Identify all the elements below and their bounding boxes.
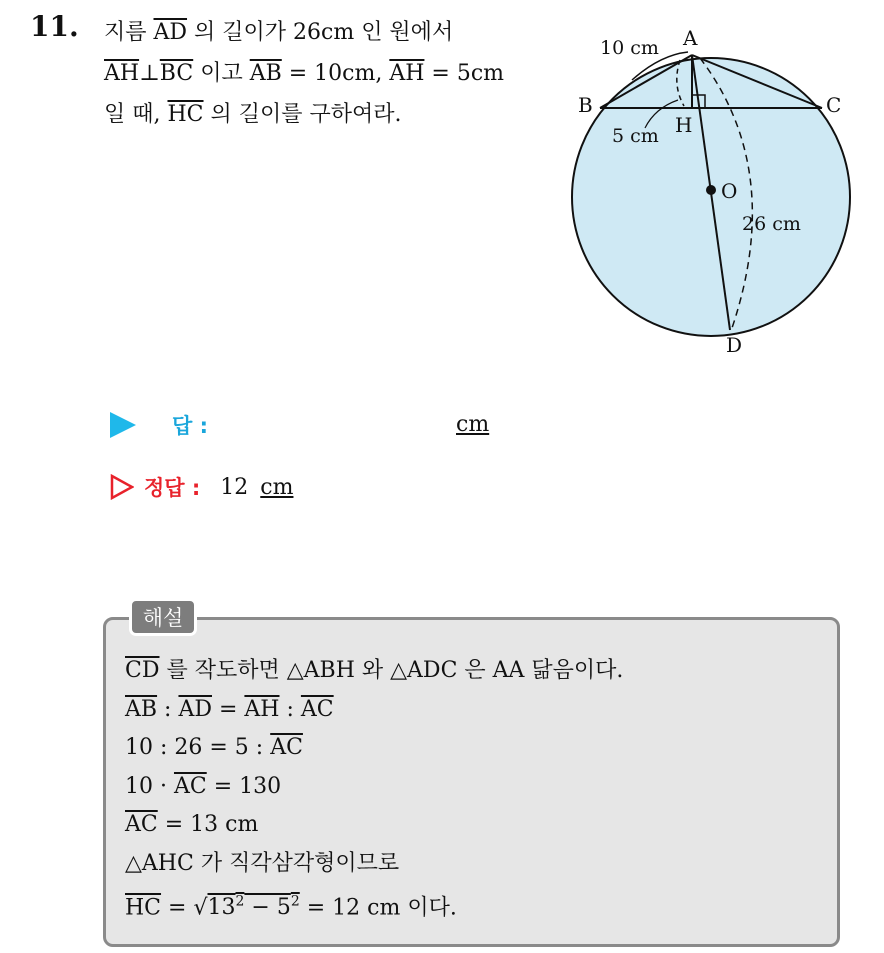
text: =	[161, 895, 194, 921]
text: = 10cm,	[281, 61, 390, 86]
segment-ah: $\overline{AH}$	[104, 61, 140, 86]
text: − 5	[244, 895, 291, 921]
text: 이고	[193, 61, 250, 86]
label-b: B	[578, 93, 593, 117]
answer-unit: cm	[456, 412, 490, 437]
text: = 12 cm 이다.	[299, 895, 457, 921]
text: 일 때,	[104, 102, 168, 127]
label-o: O	[721, 179, 738, 203]
segment-ab: $\overline{AB}$	[125, 696, 158, 722]
text: 10 ·	[125, 773, 174, 799]
label-26cm: 26 cm	[742, 213, 801, 235]
exponent: 2	[290, 894, 300, 910]
text: △AHC 가 직각삼각형이므로	[125, 850, 400, 876]
problem-line-3	[104, 94, 554, 135]
radicand	[207, 895, 299, 920]
label-d: D	[726, 333, 743, 357]
segment-ac: $\overline{AC}$	[300, 696, 334, 722]
segment-ah: $\overline{AH}$	[244, 696, 280, 722]
solution-tag: 해설	[129, 598, 197, 636]
problem-number: 11.	[30, 10, 79, 43]
problem-line-2	[104, 53, 554, 94]
segment-ab: $\overline{AB}$	[249, 61, 282, 86]
text: 의 길이가 26cm 인 원에서	[187, 20, 454, 45]
solution-line-5	[125, 806, 623, 845]
play-outline-icon	[110, 474, 134, 500]
answer-row	[110, 410, 208, 440]
text: :	[279, 696, 301, 722]
text: = 5cm	[424, 61, 505, 86]
perp-symbol: ⊥	[139, 61, 160, 86]
play-icon	[110, 412, 136, 438]
segment-ad: $\overline{AD}$	[178, 696, 212, 722]
segment-ac: $\overline{AC}$	[173, 773, 207, 799]
segment-ah: $\overline{AH}$	[389, 61, 425, 86]
solution-line-2	[125, 691, 623, 730]
text: = 13 cm	[157, 812, 259, 837]
segment-hc: $\overline{HC}$	[167, 102, 204, 127]
solution-line-4	[125, 768, 623, 807]
problem-text	[104, 12, 554, 135]
label-h: H	[675, 113, 693, 137]
segment-ad: $\overline{AD}$	[153, 20, 188, 45]
correct-unit: cm	[260, 474, 294, 500]
solution-line-7	[125, 883, 623, 928]
text: = 130	[206, 773, 282, 799]
text: 의 길이를 구하여라.	[203, 102, 402, 127]
solution-line-3	[125, 729, 623, 768]
circle-diagram	[560, 20, 870, 365]
text: :	[157, 696, 179, 722]
text: =	[212, 696, 245, 722]
segment-hc: $\overline{HC}$	[125, 895, 162, 921]
segment-cd: $\overline{CD}$	[125, 658, 160, 683]
segment-ac: $\overline{AC}$	[125, 812, 158, 837]
sqrt-expression: $√13^2 - 5^2$	[193, 894, 300, 921]
segment-ac: $\overline{AC}$	[270, 735, 303, 760]
label-a: A	[683, 26, 698, 50]
answer-label: 답 :	[172, 414, 208, 438]
label-5cm: 5 cm	[612, 125, 659, 147]
segment-bc: $\overline{BC}$	[159, 61, 194, 86]
text: 13	[207, 895, 236, 921]
correct-answer-row	[110, 472, 293, 502]
solution-line-6	[125, 845, 623, 884]
label-10cm: 10 cm	[600, 37, 659, 59]
text: 10 : 26 = 5 :	[125, 735, 271, 760]
label-c: C	[826, 93, 842, 117]
correct-value: 12	[220, 474, 249, 500]
exponent: 2	[235, 894, 245, 910]
text: 를 작도하면 △ABH 와 △ADC 은 AA 닮음이다.	[159, 658, 624, 683]
text: 지름	[104, 20, 154, 45]
solution-lines	[125, 652, 623, 928]
solution-line-1	[125, 652, 623, 691]
correct-label: 정답 :	[144, 476, 201, 500]
problem-line-1	[104, 12, 554, 53]
circle-figure	[560, 20, 870, 365]
center-point	[706, 185, 716, 195]
